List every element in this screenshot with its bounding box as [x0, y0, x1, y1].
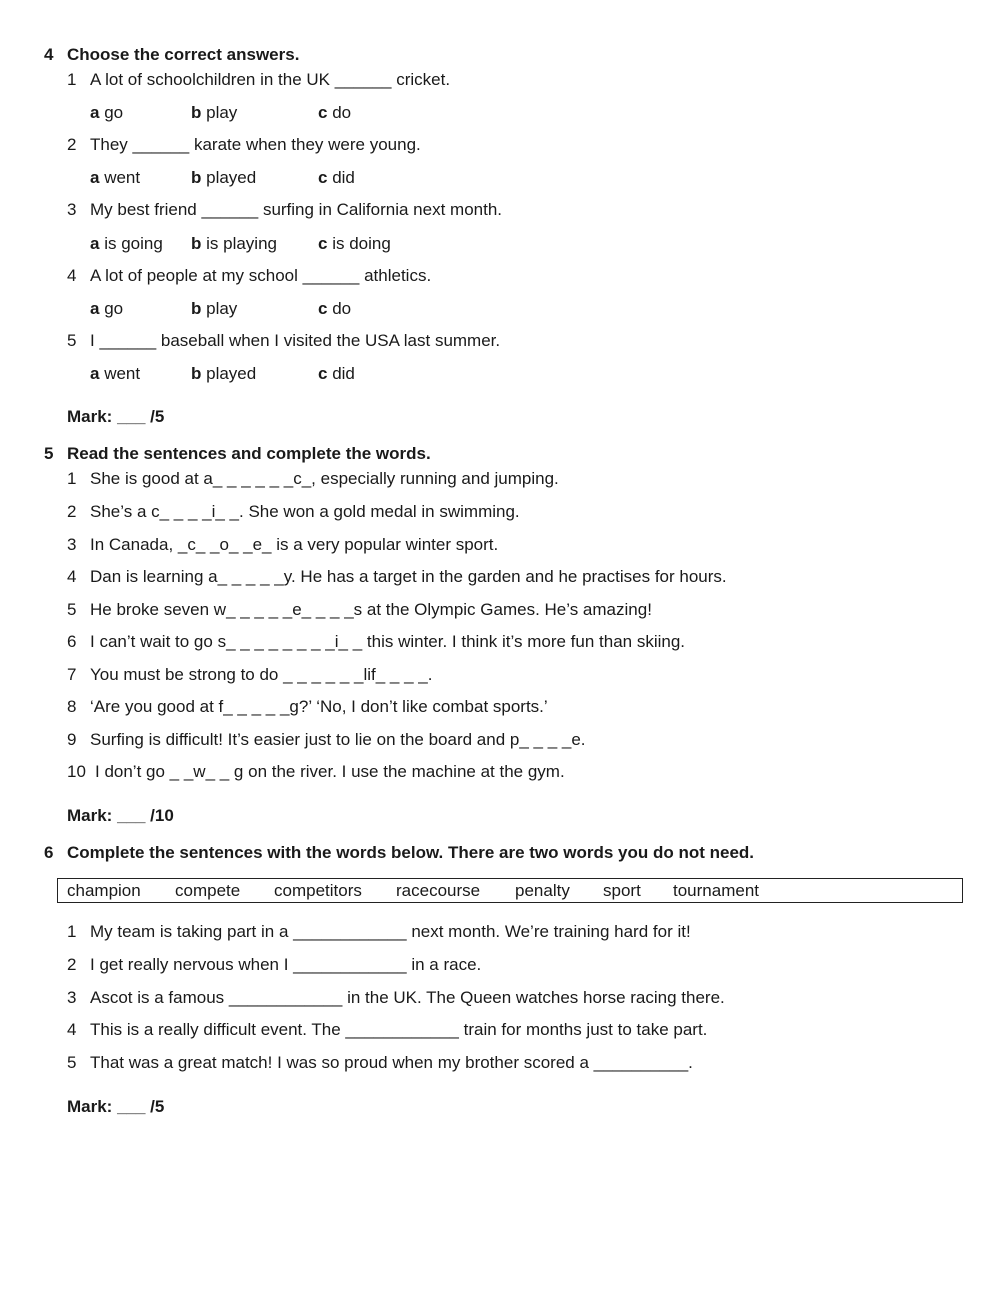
- option-c[interactable]: c did: [318, 364, 355, 383]
- section-number: 6: [44, 843, 54, 862]
- option-b[interactable]: b is playing: [191, 234, 277, 253]
- section-6-heading: [44, 843, 754, 863]
- item-text: I can’t wait to go s_ _ _ _ _ _ _ _i_ _ this winter. I think it’s more fun than skiing.: [90, 632, 686, 651]
- question-item: [67, 922, 691, 942]
- item-text: I ______ baseball when I visited the USA last summer.: [90, 331, 501, 350]
- question-item: [67, 567, 727, 587]
- section-4-heading: [44, 45, 299, 65]
- word-item: champion: [67, 881, 141, 900]
- question-item: [67, 988, 725, 1008]
- item-text: She’s a c_ _ _ _i_ _. She won a gold medal in swimming.: [90, 502, 520, 521]
- item-text: Dan is learning a_ _ _ _ _y. He has a target in the garden and he practises for hours.: [90, 567, 727, 586]
- item-text: That was a great match! I was so proud when my brother scored a __________.: [90, 1053, 693, 1072]
- option-c[interactable]: c do: [318, 299, 352, 318]
- option-a[interactable]: a go: [90, 103, 124, 122]
- question-item: [67, 535, 498, 555]
- section-number: 5: [44, 444, 54, 463]
- option-b[interactable]: b played: [191, 364, 257, 383]
- question-item: [67, 331, 500, 351]
- item-text: Ascot is a famous ____________ in the UK. The Queen watches horse racing there.: [90, 988, 725, 1007]
- question-item: [67, 955, 481, 975]
- item-number: 4: [67, 567, 77, 586]
- item-number: 2: [67, 502, 77, 521]
- mark-label: Mark: ___ /5: [67, 407, 165, 426]
- section-number: 4: [44, 45, 54, 64]
- item-number: 1: [67, 70, 77, 89]
- item-number: 1: [67, 469, 77, 488]
- question-item: [67, 730, 586, 750]
- item-text: My team is taking part in a ____________ next month. We’re training hard for it!: [90, 922, 691, 941]
- item-number: 4: [67, 1020, 77, 1039]
- mark-label: Mark: ___ /10: [67, 806, 174, 825]
- word-box: [57, 878, 963, 903]
- option-b[interactable]: b play: [191, 299, 238, 318]
- option-a[interactable]: a went: [90, 364, 141, 383]
- option-c[interactable]: c do: [318, 103, 352, 122]
- item-text: He broke seven w_ _ _ _ _e_ _ _ _s at the Olympic Games. He’s amazing!: [90, 600, 652, 619]
- word-item: tournament: [673, 881, 759, 900]
- mark-label: Mark: ___ /5: [67, 1097, 165, 1116]
- item-text: They ______ karate when they were young.: [90, 135, 421, 154]
- question-item: [67, 502, 520, 522]
- item-text: In Canada, _c_ _o_ _e_ is a very popular winter sport.: [90, 535, 499, 554]
- option-a[interactable]: a went: [90, 168, 141, 187]
- item-text: A lot of people at my school ______ athletics.: [90, 266, 432, 285]
- item-text: This is a really difficult event. The ____________ train for months just to take part.: [90, 1020, 708, 1039]
- item-number: 5: [67, 1053, 77, 1072]
- word-item: compete: [175, 881, 241, 900]
- question-item: [67, 200, 502, 220]
- question-item: [67, 70, 450, 90]
- section-title: Choose the correct answers.: [67, 45, 300, 64]
- question-item: [67, 266, 431, 286]
- section-title: Complete the sentences with the words below. There are two words you do not need.: [67, 843, 755, 862]
- item-number: 5: [67, 600, 77, 619]
- item-number: 2: [67, 135, 77, 154]
- question-item: [67, 135, 421, 155]
- item-number: 4: [67, 266, 77, 285]
- question-item: [67, 697, 548, 717]
- item-number: 3: [67, 535, 77, 554]
- question-item: [67, 469, 559, 489]
- item-number: 5: [67, 331, 77, 350]
- item-number: 6: [67, 632, 77, 651]
- item-text: You must be strong to do _ _ _ _ _ _lif_ _ _ _.: [90, 665, 433, 684]
- question-item: [67, 665, 432, 685]
- option-c[interactable]: c did: [318, 168, 355, 187]
- option-a[interactable]: a is going: [90, 234, 163, 253]
- item-number: 7: [67, 665, 77, 684]
- item-number: 2: [67, 955, 77, 974]
- item-number: 9: [67, 730, 77, 749]
- item-number: 3: [67, 988, 77, 1007]
- item-number: 8: [67, 697, 77, 716]
- item-text: Surfing is difficult! It’s easier just to lie on the board and p_ _ _ _e.: [90, 730, 586, 749]
- question-item: [67, 632, 685, 652]
- word-item: racecourse: [396, 881, 481, 900]
- option-b[interactable]: b play: [191, 103, 238, 122]
- question-item: [67, 600, 652, 620]
- item-text: I get really nervous when I ____________ in a race.: [90, 955, 482, 974]
- item-number: 10: [67, 762, 86, 781]
- word-item: competitors: [274, 881, 362, 900]
- word-item: sport: [603, 881, 641, 900]
- option-c[interactable]: c is doing: [318, 234, 391, 253]
- item-text: My best friend ______ surfing in California next month.: [90, 200, 503, 219]
- item-number: 3: [67, 200, 77, 219]
- question-item: [67, 762, 565, 782]
- item-text: A lot of schoolchildren in the UK ______ cricket.: [90, 70, 451, 89]
- item-text: I don’t go _ _w_ _ g on the river. I use the machine at the gym.: [95, 762, 565, 781]
- section-5-heading: [44, 444, 431, 464]
- item-number: 1: [67, 922, 77, 941]
- option-a[interactable]: a go: [90, 299, 124, 318]
- option-b[interactable]: b played: [191, 168, 257, 187]
- word-item: penalty: [515, 881, 570, 900]
- section-title: Read the sentences and complete the words.: [67, 444, 431, 463]
- item-text: ‘Are you good at f_ _ _ _ _g?’ ‘No, I don’t like combat sports.’: [90, 697, 548, 716]
- item-text: She is good at a_ _ _ _ _ _c_, especially running and jumping.: [90, 469, 559, 488]
- question-item: [67, 1053, 693, 1073]
- question-item: [67, 1020, 707, 1040]
